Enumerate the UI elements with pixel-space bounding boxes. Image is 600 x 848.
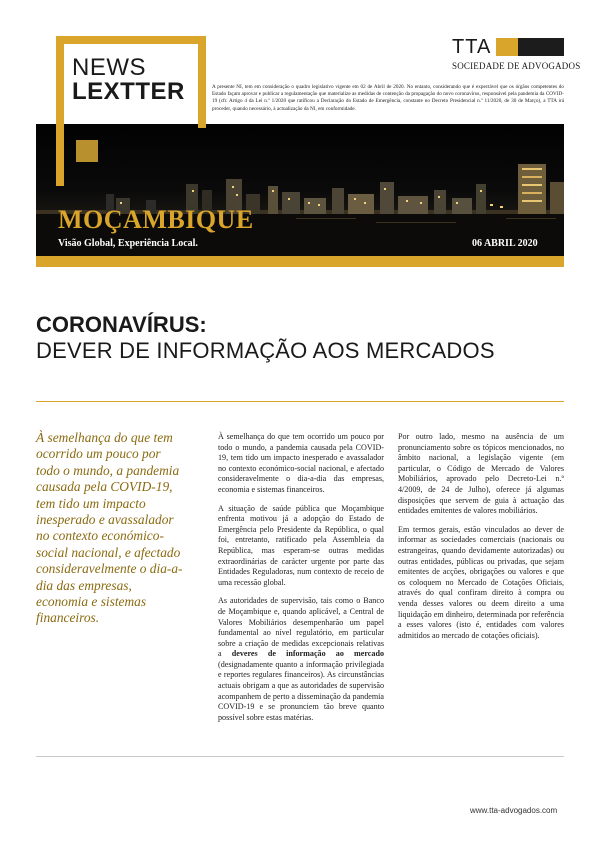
intro-disclaimer: A presente NI, tem em consideração o quadro legislativo vigente em 02 de Abril de 2020. No entanto, considerando que é expectável que os órgãos competentes do Estado façam aprovar e publicar a regulamentação que materialize as medidas de contenção da propagação do novo coronavírus, responsável pela pandemia da COVID-19 (cfr. Artigo 4 da Lei n.º 1/2020 que ratificou a Declaração do Estado de Emergência, constante no Decreto Presidencial n.º 11/2020, de 30 de Março), a TTA irá proceder, quando necessário, à actualização da NI, em conformidade. (212, 84, 564, 112)
section-divider (36, 401, 564, 402)
footer-divider (36, 756, 564, 757)
paragraph: À semelhança do que tem ocorrido um pouco por todo o mundo, a pandemia causada pela COVID-19, tem tido um impacto inesperado e avassalador no contexto económico-social nacional, e afectado consideravelmente o dia-a-dia das empresas, economia e sistemas financeiros. (218, 432, 384, 494)
paragraph: A situação de saúde pública que Moçambique enfrenta motivou já a adopção do Estado de Emergência pelo Presidente da República, o qual foi, entretanto, ratificado pela Assembleia da República, mas esperam-se outras medidas extraordinárias de carácter urgente por parte das Entidades Reguladoras, num contexto de receio de uma recessão global. (218, 503, 384, 587)
country-title: MOÇAMBIQUE (58, 205, 254, 234)
header-frame-right (198, 36, 206, 128)
website-link[interactable]: www.tta-advogados.com (470, 806, 558, 815)
paragraph-text: As autoridades de supervisão, tais como o Banco de Moçambique e, quando aplicável, a Central de Valores Mobiliários desempenharão um papel fundamental ao nível regulatório, em particular sobre a criação de medidas excepcionais relativas a (218, 596, 384, 659)
article-headline (36, 312, 495, 364)
body-column-1 (218, 432, 384, 731)
paragraph (218, 596, 384, 723)
banner-gold-strip (36, 256, 564, 267)
newsletter-title-line1: NEWS (72, 54, 146, 81)
firm-subtitle: SOCIEDADE DE ADVOGADOS (452, 61, 581, 71)
pull-quote: À semelhança do que tem ocorrido um pouco por todo o mundo, a pandemia causada pela COVID-19, tem tido um impacto inesperado e avassalador no contexto económico-social nacional, e afectado consideravelmente o dia-a-dia das empresas, economia e sistemas financeiros. (36, 430, 183, 626)
emphasis-text: deveres de informação ao mercado (231, 649, 384, 659)
decorative-gold-square (76, 140, 98, 162)
logo-gold-bar (496, 38, 518, 56)
headline-title: CORONAVÍRUS: (36, 312, 207, 337)
cover-banner-image (36, 124, 564, 256)
paragraph: Por outro lado, mesmo na ausência de um pronunciamento sobre os tópicos mencionados, no âmbito nacional, a legislação vigente (em particular, o Código de Mercado de Valores Mobiliários, aprovado pelo Decreto-Lei n.º 4/2009, de 24 de Julho), oferece já algumas disposições que servem de guia à actuação das entidades emitentes de valores mobiliários. (398, 432, 564, 516)
body-column-2 (398, 432, 564, 649)
tagline: Visão Global, Experiência Local. (58, 238, 198, 249)
header-frame-left (56, 36, 64, 186)
night-skyline-illustration (36, 124, 564, 256)
firm-logo-text: TTA (452, 36, 492, 58)
logo-dark-bar (518, 38, 564, 56)
paragraph-text: (designadamente quanto a informação privilegiada e reportes regulares financeiros). As circunstâncias actuais obrigam a que as autoridades de supervisão acompanhem de perto a disseminação da pandemia COVID-19 e se pronunciem tão breve quanto possível sobre estas matérias. (218, 659, 384, 722)
paragraph: Em termos gerais, estão vinculados ao dever de informar as sociedades comerciais (nacionais ou estrangeiras, quando devidamente autorizadas) ou outras entidades, públicas ou privadas, que sejam emitentes de acções, obrigações ou valores e que os coloquem no Mercado de Cotações Oficiais, através do qual confiram direito à compra ou venda desses valores ou deem direito a uma liquidação em dinheiro, determinada por referência a esses valores (isto é, entidades com valores admitidos ao mercado de cotações oficiais). (398, 524, 564, 640)
issue-date: 06 ABRIL 2020 (472, 238, 538, 249)
newsletter-title (72, 56, 185, 104)
header-frame-top (56, 36, 206, 44)
headline-subtitle: DEVER DE INFORMAÇÃO AOS MERCADOS (36, 338, 495, 363)
newsletter-title-line2: LEXTTER (72, 78, 185, 105)
